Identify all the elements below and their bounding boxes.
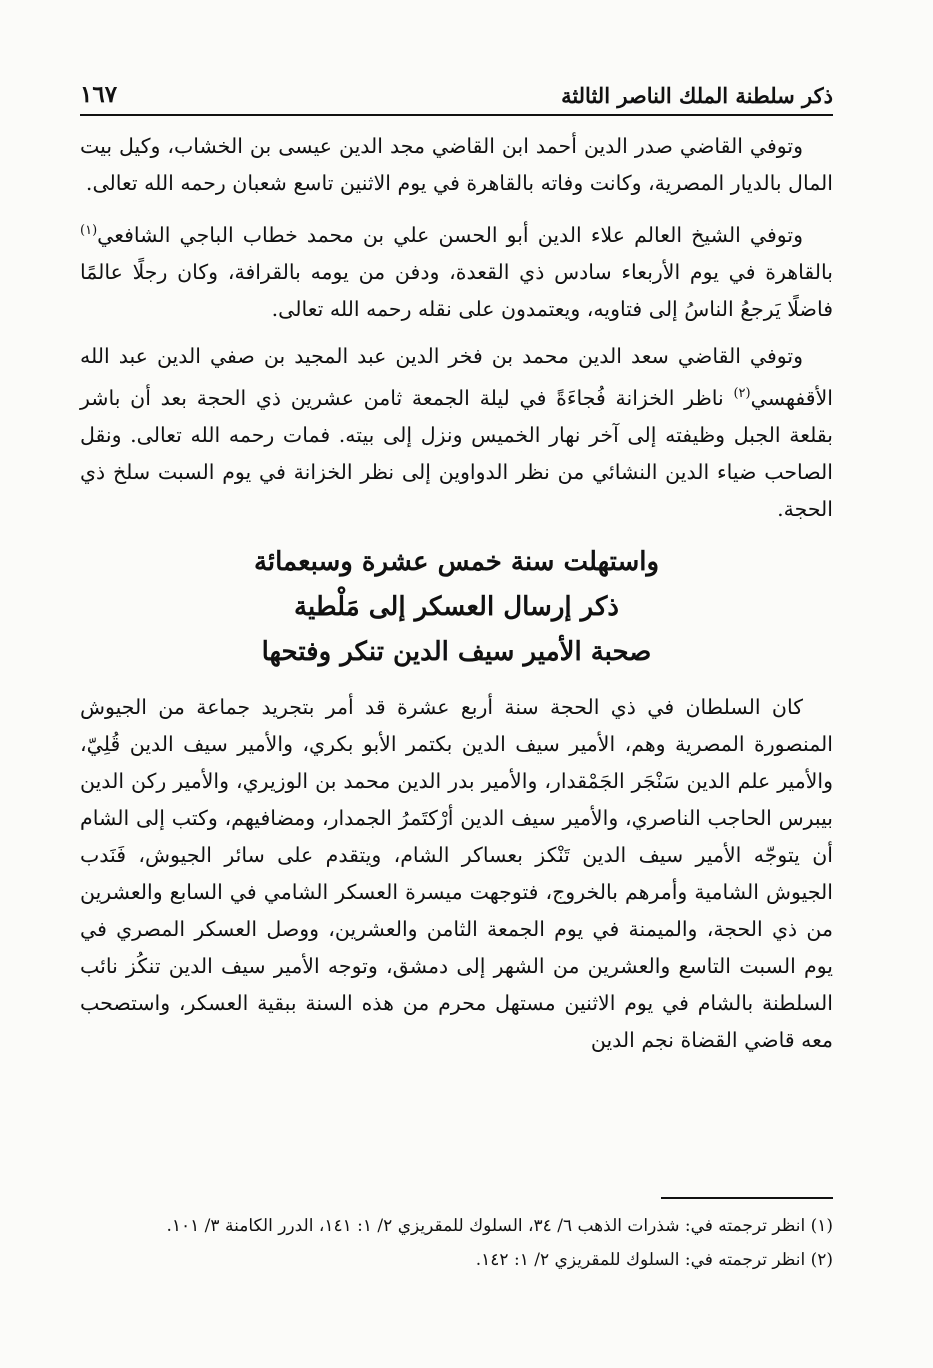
- footnote-ref-1[interactable]: (١): [80, 223, 98, 238]
- paragraph-3-end: ناظر الخزانة فُجاءَةً في ليلة الجمعة ثامن عشرين ذي الحجة بعد أن باشر بقلعة الجبل وظيفته إلى آخر نهار الخميس ونزل إلى بيته. فمات رحمه الله تعالى. ونقل الصاحب ضياء الدين النشائي من نظر الدواوين إلى نظر الخزانة في يوم السبت سلخ ذي الحجة.: [80, 385, 833, 521]
- heading-section: ذكر إرسال العسكر إلى مَلْطية: [294, 591, 619, 622]
- paragraph-3-start: وتوفي القاضي سعد الدين محمد بن فخر الدين عبد المجيد بن صفي الدين عبد الله الأقفهسي: [80, 343, 833, 410]
- paragraph-2-start: وتوفي الشيخ العالم علاء الدين أبو الحسن علي بن محمد خطاب الباجي الشافعي: [97, 222, 803, 247]
- heading-subsection: صحبة الأمير سيف الدين تنكر وفتحها: [261, 636, 652, 667]
- footnote-ref-2[interactable]: (٢): [733, 385, 751, 401]
- paragraph-3: [80, 338, 833, 528]
- paragraph-2: [80, 212, 833, 328]
- paragraph-2-end: بالقاهرة في يوم الأربعاء سادس ذي القعدة، ودفن من يومه بالقرافة، وكان رجلًا عالمًا فاضلًا يَرجعُ الناسُ إلى فتاويه، ويعتمدون على نقله رحمه الله تعالى.: [80, 259, 833, 321]
- page-body: [80, 128, 833, 1069]
- running-head: ذكر سلطنة الملك الناصر الثالثة: [561, 83, 833, 108]
- paragraph-1: وتوفي القاضي صدر الدين أحمد ابن القاضي مجد الدين عيسى بن الخشاب، وكيل بيت المال بالديار المصرية، وكانت وفاته بالقاهرة في يوم الاثنين تاسع شعبان رحمه الله تعالى.: [80, 134, 833, 195]
- footnotes: [80, 1210, 833, 1278]
- page-number: ١٦٧: [80, 81, 118, 108]
- heading-year: واستهلت سنة خمس عشرة وسبعمائة: [253, 546, 660, 577]
- page-header: [80, 70, 833, 116]
- footnote-1: (١) انظر ترجمته في: شذرات الذهب ٦/ ٣٤، السلوك للمقريزي ٢/ ١: ١٤١، الدرر الكامنة ٣/ ١٠١.: [166, 1216, 833, 1236]
- footnote-divider: [661, 1197, 833, 1199]
- footnote-2: (٢) انظر ترجمته في: السلوك للمقريزي ٢/ ١: ١٤٢.: [475, 1250, 833, 1270]
- paragraph-4: كان السلطان في ذي الحجة سنة أربع عشرة قد أمر بتجريد جماعة من الجيوش المنصورة المصرية وهم، الأمير سيف الدين بكتمر الأبو بكري، والأمير سيف الدين قُلِيّ، والأمير علم الدين سَنْجَر الجَمْقدار، والأمير بدر الدين محمد بن الوزيري، والأمير ركن الدين بيبرس الحاجب الناصري، والأمير سيف الدين أرْكتَمرُ الجمدار، ومضافيهم، وكتب إلى الشام أن يتوجّه الأمير سيف الدين تَنْكز بعساكر الشام، ويتقدم على سائر الجيوش، فَنَدب الجيوش الشامية وأمرهم بالخروج، فتوجهت ميسرة العسكر الشامي في السابع والعشرين من ذي الحجة، والميمنة في يوم الجمعة الثامن والعشرين، ووصل العسكر المصري في يوم السبت التاسع والعشرين من الشهر إلى دمشق، وتوجه الأمير سيف الدين تنكُز نائب السلطنة بالشام في يوم الاثنين مستهل محرم من هذه السنة ببقية العسكر، واستصحب معه قاضي القضاة نجم الدين: [80, 694, 833, 1052]
- section-headings: [80, 540, 833, 675]
